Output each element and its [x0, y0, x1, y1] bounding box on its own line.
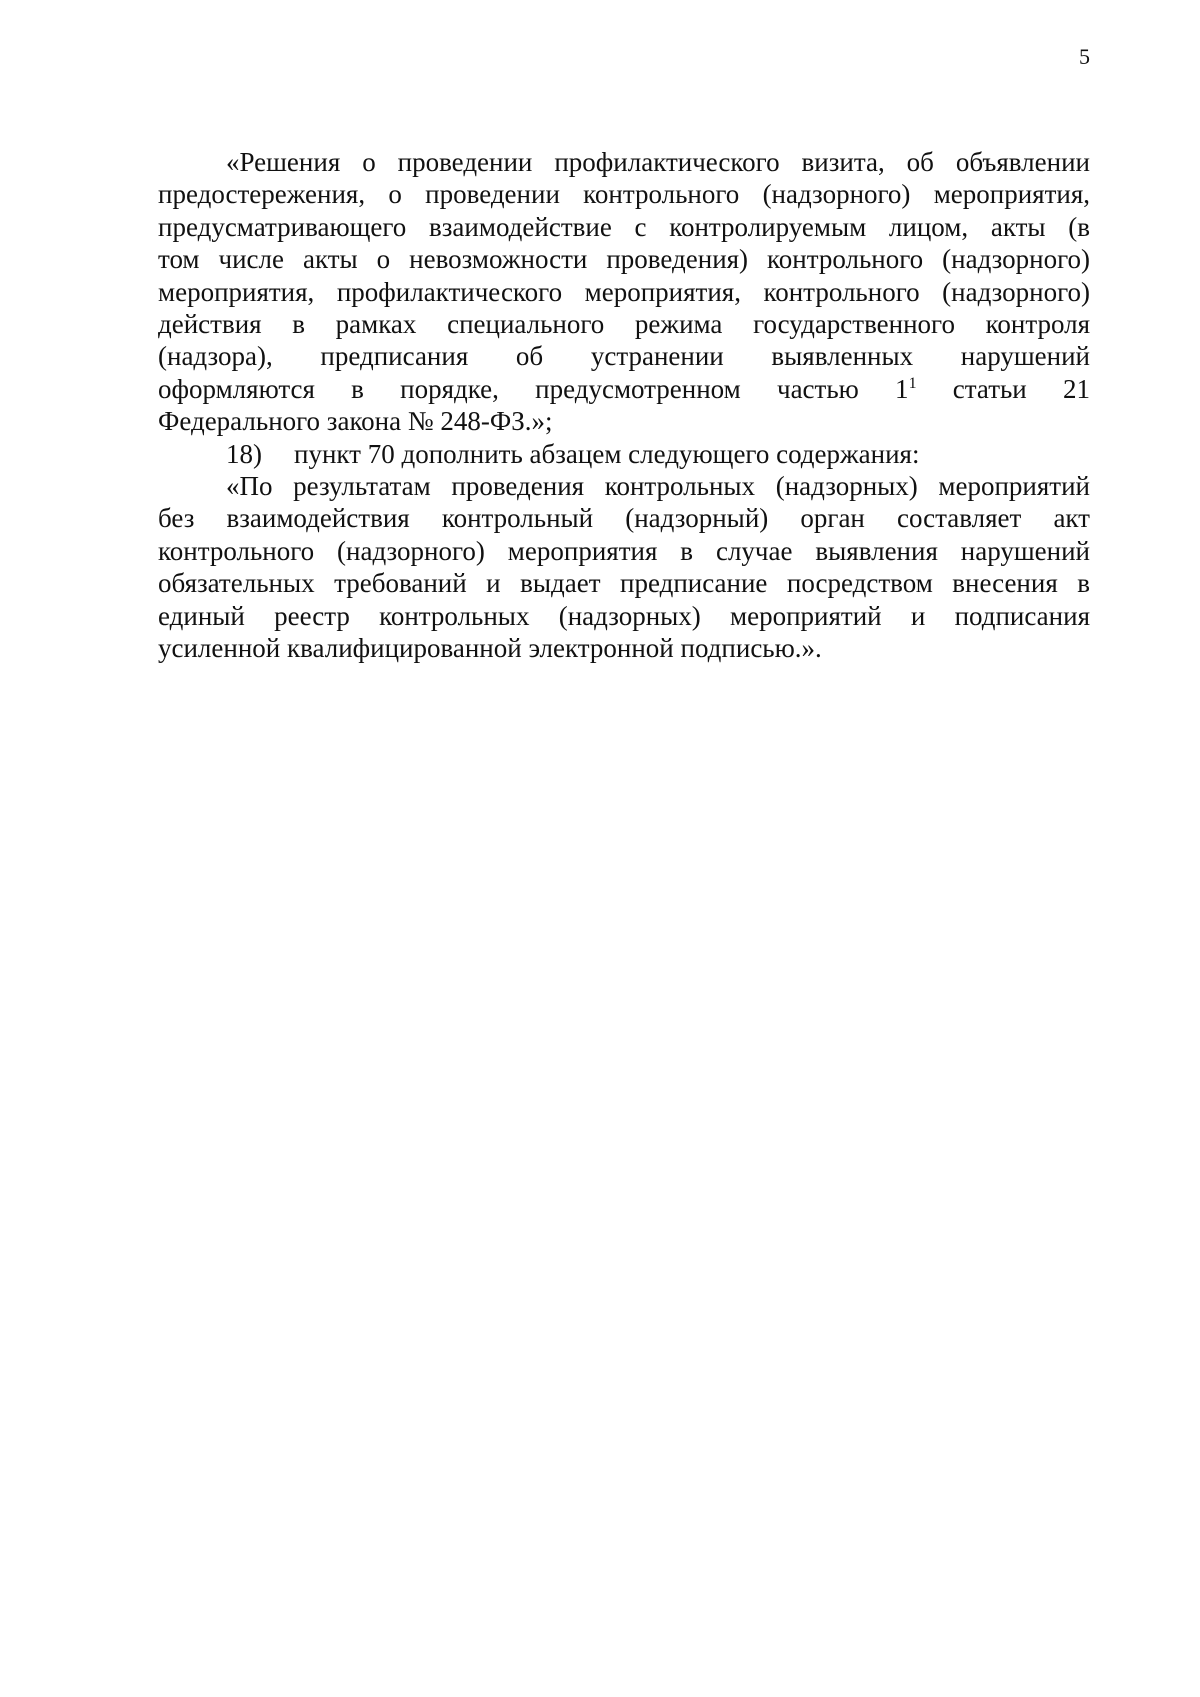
text-line: предусматривающего взаимодействие с контролируемым лицом, акты (в: [158, 211, 1090, 242]
text-line-last: усиленной квалифицированной электронной подписью.».: [158, 633, 822, 664]
document-body: [158, 146, 1090, 665]
paragraph-decisions-quote: [158, 146, 1090, 438]
text-line: обязательных требований и выдает предписание посредством внесения в: [158, 568, 1090, 599]
text-line-last: Федерального закона № 248-ФЗ.»;: [158, 406, 553, 437]
list-item-number: 18): [226, 438, 262, 469]
text-line: предостережения, о проведении контрольного (надзорного) мероприятия,: [158, 179, 1090, 210]
text-line: единый реестр контрольных (надзорных) мероприятий и подписания: [158, 600, 1090, 631]
list-item-18: [158, 438, 1090, 470]
text-line: действия в рамках специального режима государственного контроля: [158, 309, 1090, 340]
text-fragment: оформляются в порядке, предусмотренном частью 1: [158, 373, 909, 404]
page-number: 5: [1079, 44, 1090, 69]
text-line: «По результатам проведения контрольных (надзорных) мероприятий: [226, 471, 1090, 502]
text-line: «Решения о проведении профилактического визита, об объявлении: [226, 147, 1090, 177]
text-line: контрольного (надзорного) мероприятия в случае выявления нарушений: [158, 535, 1090, 566]
paragraph-results-quote: [158, 470, 1090, 664]
text-line-with-superscript: [158, 373, 1090, 405]
list-item-text: пункт 70 дополнить абзацем следующего содержания:: [294, 438, 920, 469]
superscript-marker: 1: [908, 374, 917, 392]
list-item-line: [158, 438, 1090, 470]
text-line: без взаимодействия контрольный (надзорный) орган составляет акт: [158, 503, 1090, 534]
text-line: (надзора), предписания об устранении выявленных нарушений: [158, 341, 1090, 372]
text-line: том числе акты о невозможности проведения) контрольного (надзорного): [158, 244, 1090, 275]
text-fragment: статьи 21: [916, 373, 1090, 404]
text-line: мероприятия, профилактического мероприятия, контрольного (надзорного): [158, 276, 1090, 307]
